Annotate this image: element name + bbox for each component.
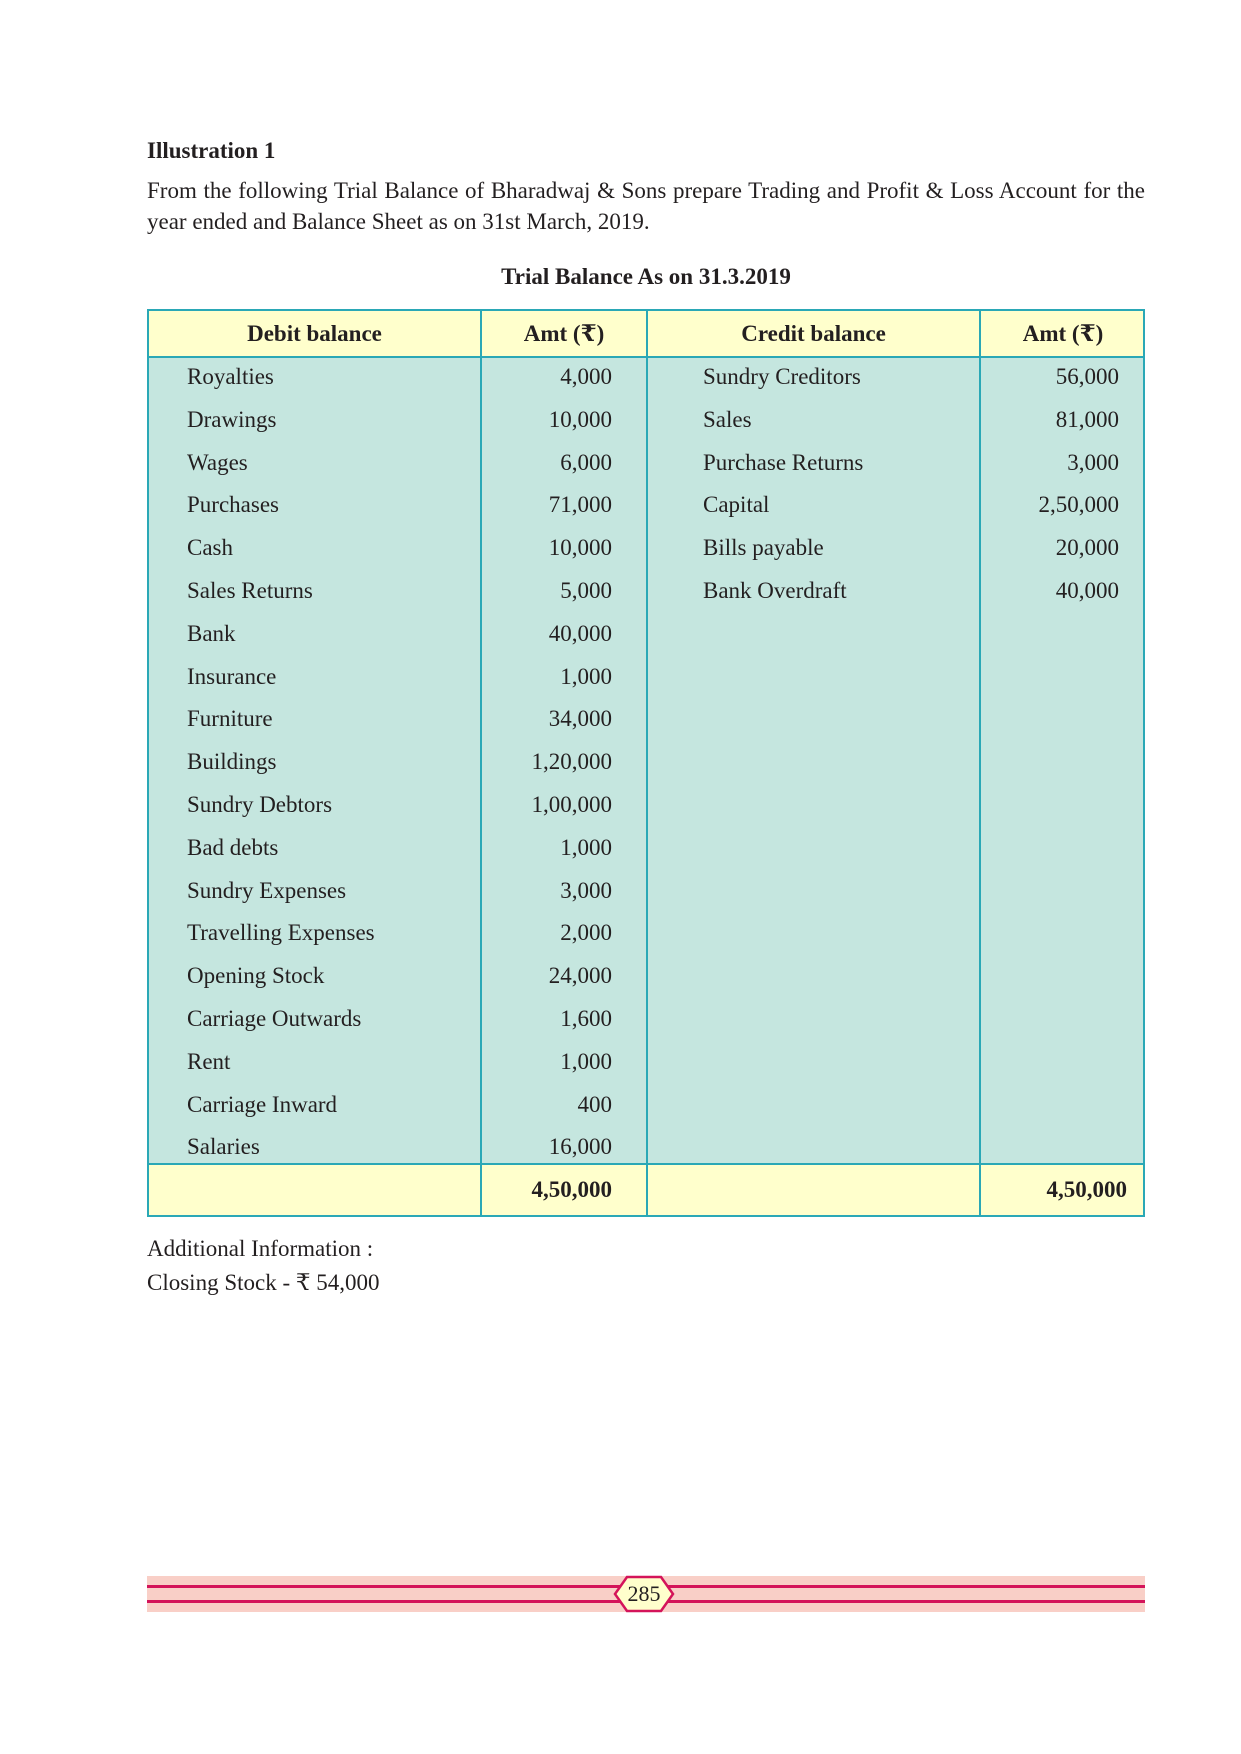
debit-account: Buildings <box>187 749 277 775</box>
credit-account: Bills payable <box>703 535 824 561</box>
debit-amount: 1,000 <box>560 663 612 689</box>
credit-amount: 56,000 <box>1055 364 1119 389</box>
credit-amount <box>981 870 1119 913</box>
credit-amount <box>981 698 1119 741</box>
column-divider <box>979 311 981 1215</box>
debit-amount: 5,000 <box>560 577 612 603</box>
debit-account: Salaries <box>187 1134 260 1160</box>
debit-amount: 1,20,000 <box>531 749 612 775</box>
credit-amount: 81,000 <box>1055 406 1119 432</box>
credit-amount <box>981 1041 1119 1084</box>
credit-amount <box>981 784 1119 827</box>
credit-amount <box>981 955 1119 998</box>
closing-stock: Closing Stock - ₹ 54,000 <box>147 1270 380 1295</box>
header-debit-balance: Debit balance <box>247 321 382 346</box>
credit-account: Sales <box>703 406 752 432</box>
credit-amount: 3,000 <box>1067 449 1119 475</box>
header-credit-amount: Amt (₹) <box>1022 321 1104 346</box>
additional-information-label: Additional Information : <box>147 1236 374 1261</box>
debit-amount: 34,000 <box>548 706 612 732</box>
debit-account: Opening Stock <box>187 963 325 989</box>
credit-total: 4,50,000 <box>1046 1177 1127 1202</box>
debit-account: Sales Returns <box>187 577 313 603</box>
credit-amount <box>981 1084 1119 1127</box>
credit-account: Sundry Creditors <box>703 364 861 389</box>
debit-account: Sundry Debtors <box>187 791 333 817</box>
table-title: Trial Balance As on 31.3.2019 <box>501 264 791 289</box>
debit-amount: 4,000 <box>560 364 612 389</box>
debit-amount: 10,000 <box>548 406 612 432</box>
debit-amount: 1,000 <box>560 834 612 860</box>
debit-amount: 16,000 <box>548 1134 612 1160</box>
debit-account: Drawings <box>187 406 277 432</box>
credit-account: Capital <box>703 492 770 518</box>
credit-amount: 40,000 <box>1055 577 1119 603</box>
debit-amount: 1,000 <box>560 1048 612 1074</box>
trial-balance-table <box>147 309 1145 1217</box>
header-debit-amount: Amt (₹) <box>523 321 605 346</box>
debit-account: Carriage Inward <box>187 1091 338 1117</box>
header-credit-balance: Credit balance <box>741 321 886 346</box>
column-divider <box>480 311 482 1215</box>
debit-amount: 10,000 <box>548 535 612 561</box>
additional-information <box>147 1232 380 1300</box>
credit-amount <box>981 613 1119 656</box>
debit-account: Carriage Outwards <box>187 1005 362 1031</box>
debit-amount: 40,000 <box>548 620 612 646</box>
debit-account: Wages <box>187 449 248 475</box>
credit-amount <box>981 998 1119 1041</box>
debit-total: 4,50,000 <box>531 1177 612 1202</box>
debit-amount: 71,000 <box>548 492 612 518</box>
page-number: 285 <box>627 1581 661 1606</box>
debit-amount: 400 <box>577 1091 612 1117</box>
debit-amount: 1,00,000 <box>531 791 612 817</box>
debit-account: Travelling Expenses <box>187 920 375 946</box>
debit-account: Cash <box>187 535 233 561</box>
illustration-heading: Illustration 1 <box>147 138 276 163</box>
debit-account: Royalties <box>187 364 274 389</box>
debit-amount: 24,000 <box>548 963 612 989</box>
column-divider <box>646 311 648 1215</box>
credit-account: Bank Overdraft <box>703 577 847 603</box>
debit-account: Sundry Expenses <box>187 877 347 903</box>
credit-amount <box>981 912 1119 955</box>
debit-account: Bank <box>187 620 236 646</box>
credit-amount <box>981 656 1119 699</box>
credit-amount: 2,50,000 <box>1038 492 1119 518</box>
debit-amount: 3,000 <box>560 877 612 903</box>
debit-account: Rent <box>187 1048 231 1074</box>
problem-statement: From the following Trial Balance of Bharadwaj & Sons prepare Trading and Profit & Loss Account for the year ended and Balance Sheet as on 31st March, 2019. <box>147 178 1145 234</box>
debit-amount: 6,000 <box>560 449 612 475</box>
credit-amount <box>981 827 1119 870</box>
credit-amount: 20,000 <box>1055 535 1119 561</box>
credit-amount <box>981 741 1119 784</box>
debit-account: Purchases <box>187 492 279 518</box>
debit-account: Insurance <box>187 663 277 689</box>
credit-account: Purchase Returns <box>703 449 864 475</box>
debit-account: Bad debts <box>187 834 279 860</box>
debit-amount: 2,000 <box>560 920 612 946</box>
debit-amount: 1,600 <box>560 1005 612 1031</box>
debit-account: Furniture <box>187 706 273 732</box>
